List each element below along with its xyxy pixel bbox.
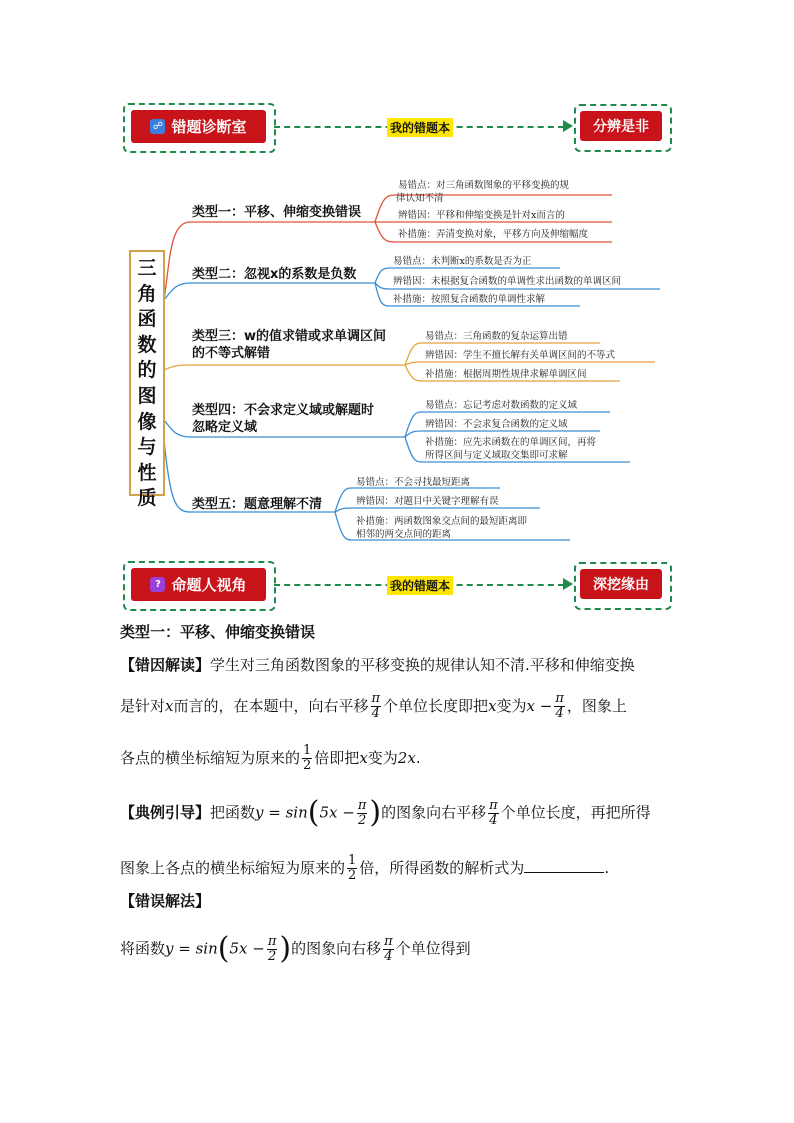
type2-leaf-3: 补措施：按照复合函数的单调性求解: [393, 294, 546, 305]
wrong-solution-heading: 【错误解法】: [120, 892, 211, 910]
banner2-arrow: [563, 578, 573, 590]
type1-leaf-2: 辨错因：平移和伸缩变换是针对x而言的: [398, 210, 565, 221]
link-icon: ☍: [150, 119, 165, 134]
type3-leaf-2: 辨错因：学生不擅长解有关单调区间的不等式: [425, 350, 616, 361]
banner-diagnosis-title: ☍ 错题诊断室: [131, 110, 266, 143]
type1-label: 类型一：平移、伸缩变换错误: [192, 205, 362, 220]
banner-perspective-title: ? 命题人视角: [131, 568, 266, 601]
type2-label: 类型二：忽视x的系数是负数: [192, 267, 357, 282]
banner1-middle-label: 我的错题本: [387, 118, 453, 137]
type3-leaf-1: 易错点：三角函数的复杂运算出错: [425, 331, 568, 342]
analysis-line-2: 是针对x而言的，在本题中，向右平移 $\frac{\pi}{4}$ 个单位长度即把x变为x − $\frac{\pi}{4}$ ，图象上: [120, 691, 627, 721]
example-line-2: 图象上各点的横坐标缩短为原来的 $\frac{1}{2}$ 倍，所得函数的解析式为 .: [120, 853, 610, 883]
fraction-one-half: $\frac{1}{2}$: [348, 853, 357, 883]
example-line-1: 【典例引导】把函数y = sin(5x − $\frac{\pi}{2}$ )的图象向右平移 $\frac{\pi}{4}$ 个单位长度，再把所得: [120, 795, 651, 830]
fraction-pi-over-4: $\frac{\pi}{4}$: [371, 691, 381, 721]
analysis-line-1: 【错因解读】学生对三角函数图象的平移变换的规律认知不清.平移和伸缩变换: [120, 656, 635, 674]
fraction-one-half: $\frac{1}{2}$: [303, 743, 312, 773]
analysis-line-3: 各点的横坐标缩短为原来的 $\frac{1}{2}$ 倍即把x变为2x.: [120, 743, 421, 773]
type5-leaf-3: 补措施：两函数图象交点间的最短距离即 相邻的两交点间的距离: [356, 516, 528, 540]
question-icon: ?: [150, 577, 165, 592]
banner2-middle-label: 我的错题本: [387, 576, 453, 595]
type4-leaf-2: 辨错因：不会求复合函数的定义域: [425, 419, 568, 430]
type1-leaf-1: 易错点：对三角函数图象的平移变换的规 律认知不清: [396, 180, 570, 204]
type4-leaf-1: 易错点：忘记考虑对数函数的定义域: [425, 400, 578, 411]
type5-leaf-1: 易错点：不会寻找最短距离: [356, 477, 471, 488]
type1-leaf-3: 补措施：弄清变换对象，平移方向及伸缩幅度: [398, 229, 589, 240]
type4-leaf-3: 补措施：应先求函数在的单调区间，再将 所得区间与定义域取交集即可求解: [425, 437, 597, 461]
type2-leaf-1: 易错点：未判断x的系数是否为正: [393, 256, 532, 267]
heading-type1: 类型一：平移、伸缩变换错误: [120, 623, 316, 641]
type3-leaf-3: 补措施：根据周期性规律求解单调区间: [425, 369, 587, 380]
fraction-pi-over-4: $\frac{\pi}{4}$: [555, 691, 564, 721]
type2-leaf-2: 辨错因：未根据复合函数的单调性求出函数的单调区间: [393, 276, 622, 287]
wrong-solution-line-1: 将函数y = sin(5x − $\frac{\pi}{2}$ )的图象向右移 $\frac{\pi}{4}$ 个单位得到: [120, 931, 471, 966]
mindmap-root: 三 角 函 数 的 图 像 与 性 质: [129, 250, 165, 496]
fraction-pi-over-4: $\frac{\pi}{4}$: [489, 797, 498, 828]
type5-leaf-2: 辨错因：对题目中关键字理解有误: [356, 496, 499, 507]
fraction-pi-over-4: $\frac{\pi}{4}$: [384, 933, 393, 964]
fraction-pi-over-2: $\frac{\pi}{2}$: [357, 797, 367, 828]
fraction-pi-over-2: $\frac{\pi}{2}$: [267, 933, 277, 964]
answer-blank[interactable]: [524, 858, 604, 873]
banner-right-1-label: 分辨是非: [580, 111, 662, 141]
type3-label: 类型三：w的值求错或求单调区间 的不等式解错: [192, 329, 387, 361]
banner-right-2-label: 深挖缘由: [580, 569, 662, 599]
type4-label: 类型四：不会求定义域或解题时 忽略定义域: [192, 403, 375, 435]
type5-label: 类型五：题意理解不清: [192, 497, 323, 512]
